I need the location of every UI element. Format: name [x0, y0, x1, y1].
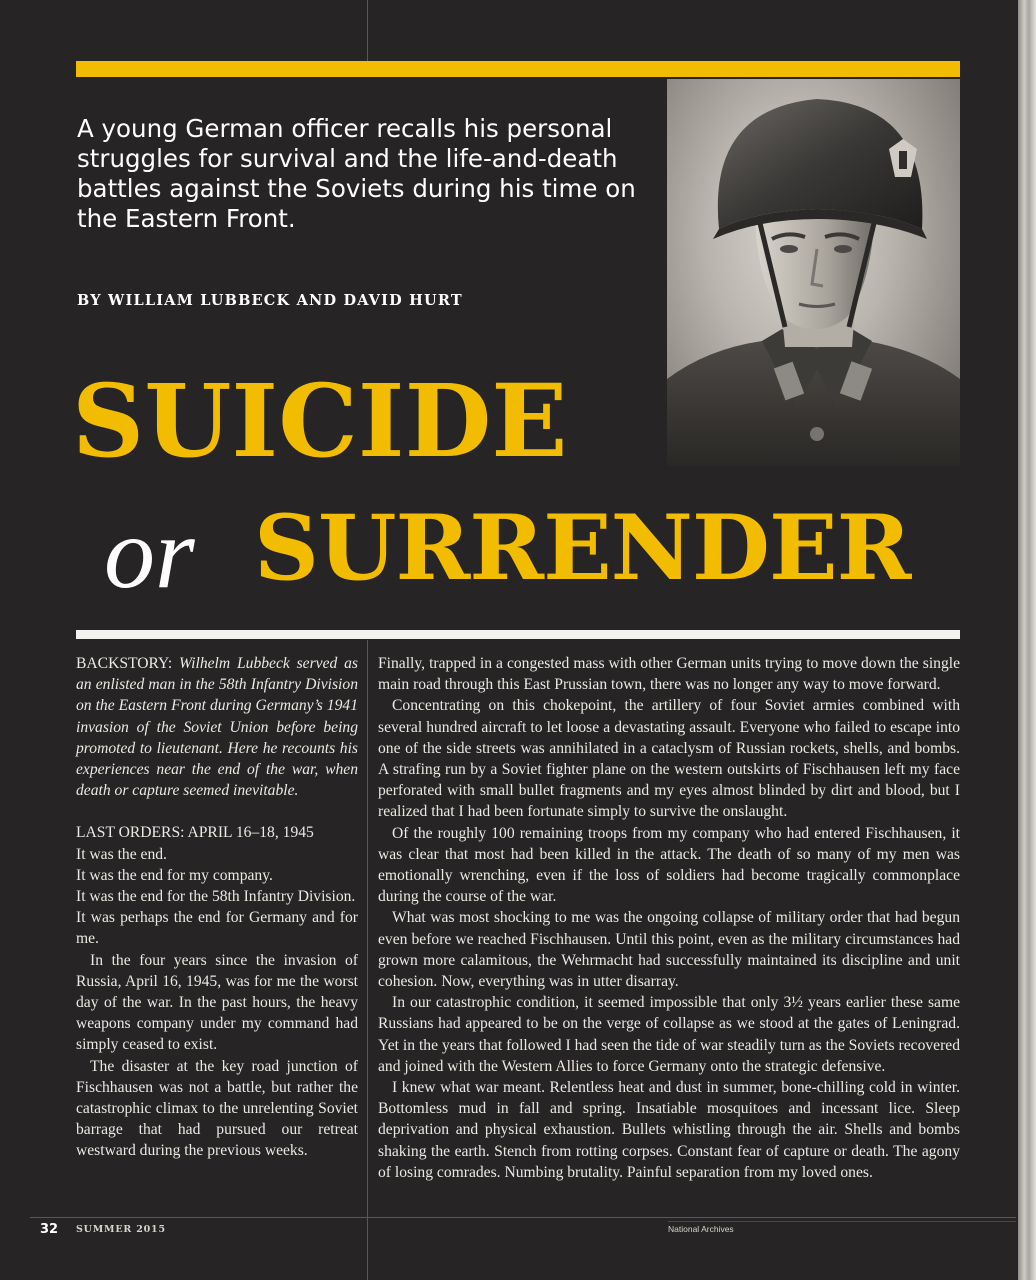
backstory-paragraph: [76, 653, 358, 801]
credit-rule: [668, 1221, 1016, 1222]
body-paragraph: In the four years since the invasion of Russia, April 16, 1945, was for me the worst day of the war. In the past hours, the heavy weapons company under my command had simply ceased to exist.: [76, 951, 358, 1054]
deck-text: A young German officer recalls his personal struggles for survival and the life-and-death battles against the Soviets during his time on the Eastern Front.: [77, 114, 636, 233]
divider-bar: [76, 630, 960, 639]
short-line: It was the end for my company.: [76, 866, 273, 884]
issue-label: SUMMER 2015: [76, 1224, 166, 1235]
body-paragraph: What was most shocking to me was the ongoing collapse of military order that had begun even before we reached Fischhausen. Until this point, even as the military circumstances had grown more calamitous, the Wehrmacht had successfully maintained its discipline and unit cohesion. Now, everything was in utter disarray.: [378, 909, 960, 991]
backstory-text: Wilhelm Lubbeck served as an enlisted man in the 58th Infantry Division on the Eastern Front during Germany’s 1941 invasion of the Soviet Union before being promoted to lieutenant. Here he recounts his experiences near the end of the war, when death or capture seemed inevitable.: [76, 655, 358, 800]
top-accent-bar: [76, 61, 960, 77]
photo-credit: National Archives: [668, 1224, 734, 1234]
body-paragraph: Finally, trapped in a congested mass with other German units trying to move down the single main road through this East Prussian town, there was no longer any way to move forward.: [378, 655, 960, 694]
soldier-portrait-icon: [667, 79, 960, 466]
byline: BY WILLIAM LUBBECK AND DAVID HURT: [77, 292, 463, 309]
page-number: 32: [40, 1222, 59, 1237]
article-column-left: [76, 653, 358, 1162]
short-line: It was the end.: [76, 845, 167, 863]
short-line: It was the end for the 58th Infantry Division.: [76, 888, 356, 906]
soldier-portrait-photo: [667, 79, 960, 466]
short-line: It was perhaps the end for Germany and for me.: [76, 909, 358, 948]
article-column-right: [378, 653, 960, 1183]
headline-or: or: [104, 497, 195, 610]
headline-surrender: SURRENDER: [254, 495, 911, 601]
crop-guide-top: [367, 0, 368, 62]
body-paragraph: Of the roughly 100 remaining troops from my company who had entered Fischhausen, it was clear that most had been killed in the attack. The death of so many of my men was emotionally wrenching, even if the loss of soldiers had become tragically commonplace during the course of the war.: [378, 824, 960, 906]
section-heading: LAST ORDERS: APRIL 16–18, 1945: [76, 824, 314, 842]
backstory-label: BACKSTORY:: [76, 655, 173, 672]
body-paragraph: Concentrating on this chokepoint, the artillery of four Soviet armies combined with several hundred aircraft to let loose a devastating assault. Everyone who failed to escape into one of the side streets was annihilated in a cataclysm of Russian rockets, shells, and bombs. A strafing run by a Soviet fighter plane on the western outskirts of Fischhausen left my face perforated with small bullet fragments and my eyes almost blinded by dirt and blood, but I realized that I had been fortunate simply to survive the onslaught.: [378, 697, 960, 821]
body-paragraph: In our catastrophic condition, it seemed impossible that only 3½ years earlier these same Russians had appeared to be on the verge of collapse as we stood at the gates of Leningrad. Yet in the years that followed I had seen the tide of war steadily turn as the Soviets recovered and joined with the Western Allies to force Germany onto the strategic defensive.: [378, 994, 960, 1075]
body-paragraph: I knew what war meant. Relentless heat and dust in summer, bone-chilling cold in winter. Bottomless mud in fall and spring. Insatiable mosquitoes and incessant lice. Sleep deprivation and physical exhaustion. Bullets whistling through the air. Shells and bombs shaking the earth. Stench from rotting corpses. Constant fear of capture or death. The agony of losing comrades. Numbing brutality. Painful separation from my loved ones.: [378, 1079, 960, 1181]
crop-guide-bottom: [367, 1217, 368, 1280]
column-rule: [367, 640, 368, 1222]
facing-page-edge: [1018, 0, 1036, 1280]
footer-rule: [30, 1217, 1016, 1218]
body-paragraph: The disaster at the key road junction of Fischhausen was not a battle, but rather the catastrophic climax to the unrelenting Soviet barrage that had pursued our retreat westward during the previous weeks.: [76, 1057, 358, 1160]
headline-suicide: SUICIDE: [72, 362, 568, 480]
